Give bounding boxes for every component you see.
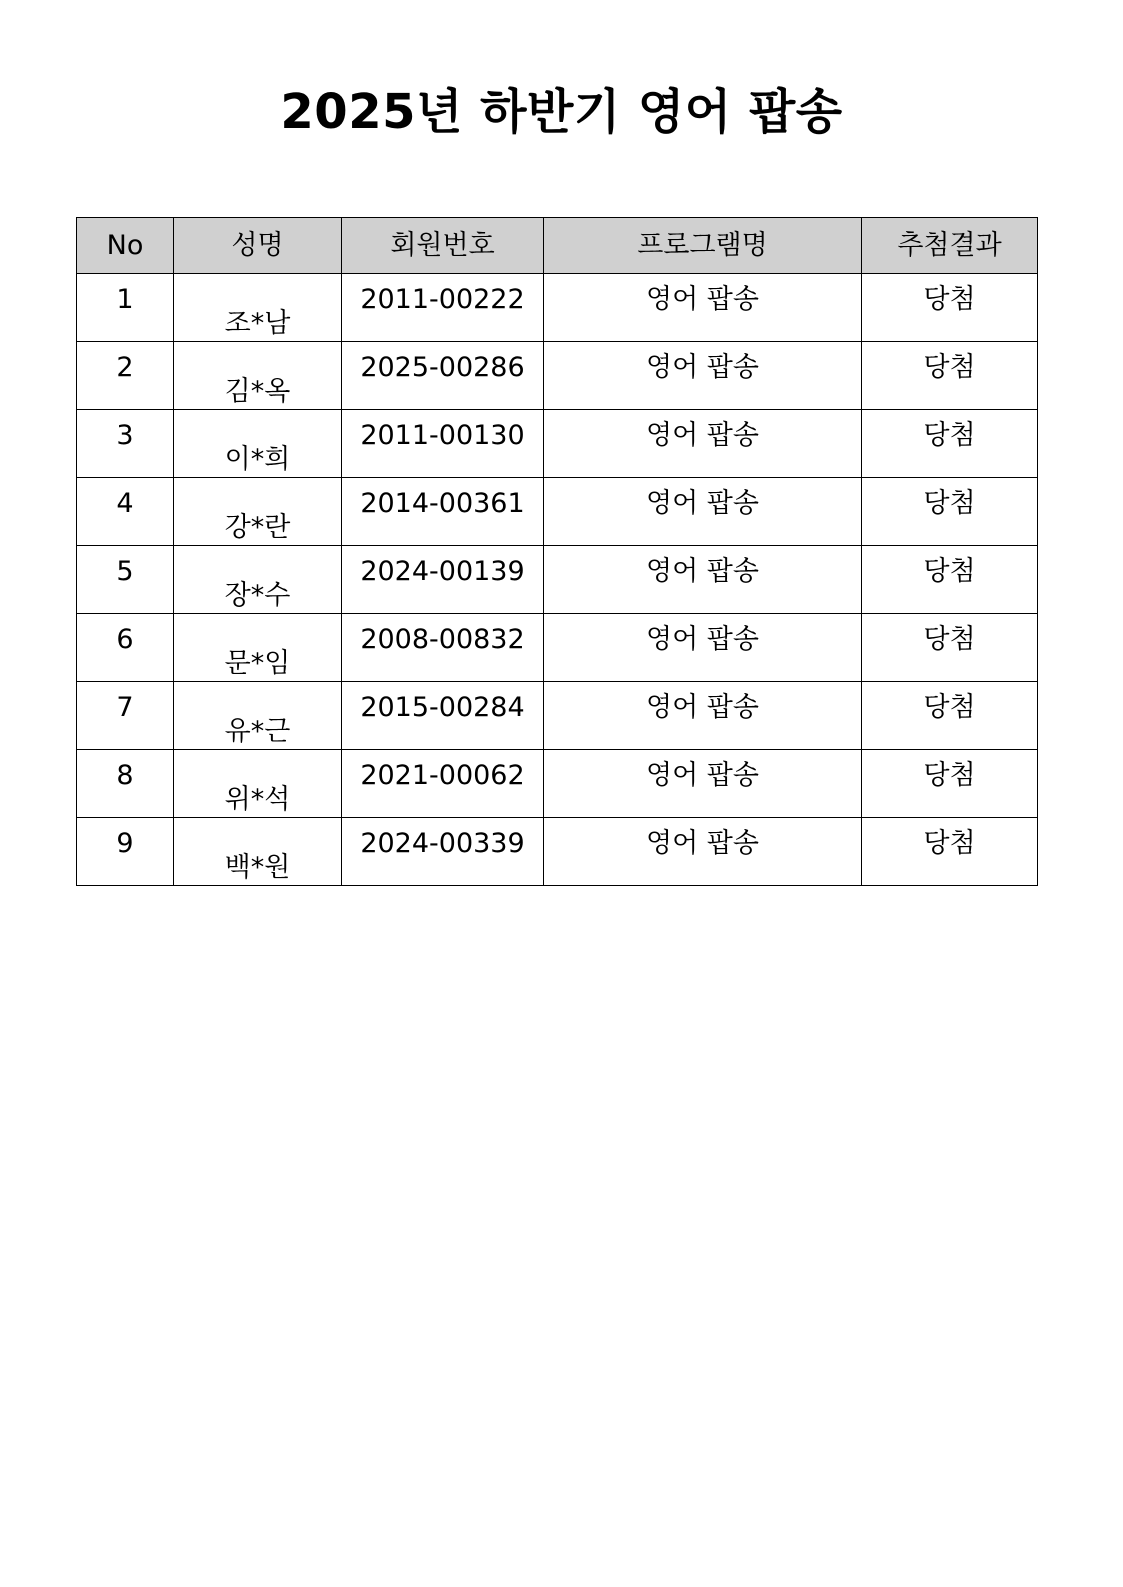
row-program: 영어 팝송 [544, 342, 862, 410]
table-row [77, 342, 1038, 410]
row-result: 당첨 [862, 818, 1038, 886]
table-row [77, 682, 1038, 750]
row-no: 6 [77, 614, 174, 682]
row-program: 영어 팝송 [544, 478, 862, 546]
header-program: 프로그램명 [544, 218, 862, 274]
table-row [77, 274, 1038, 342]
row-name: 김*옥 [174, 342, 342, 410]
row-no: 7 [77, 682, 174, 750]
table-row [77, 818, 1038, 886]
row-program: 영어 팝송 [544, 750, 862, 818]
table-row [77, 750, 1038, 818]
row-result: 당첨 [862, 342, 1038, 410]
row-name: 장*수 [174, 546, 342, 614]
header-no: No [77, 218, 174, 274]
header-member-id: 회원번호 [342, 218, 544, 274]
row-member-id: 2011-00130 [342, 410, 544, 478]
row-member-id: 2014-00361 [342, 478, 544, 546]
row-result: 당첨 [862, 682, 1038, 750]
header-result: 추첨결과 [862, 218, 1038, 274]
row-name: 이*희 [174, 410, 342, 478]
table-row [77, 410, 1038, 478]
row-no: 1 [77, 274, 174, 342]
row-program: 영어 팝송 [544, 818, 862, 886]
row-member-id: 2008-00832 [342, 614, 544, 682]
lottery-result-table [76, 217, 1038, 886]
row-no: 8 [77, 750, 174, 818]
row-program: 영어 팝송 [544, 410, 862, 478]
row-result: 당첨 [862, 274, 1038, 342]
row-name: 유*근 [174, 682, 342, 750]
row-member-id: 2015-00284 [342, 682, 544, 750]
row-name: 조*남 [174, 274, 342, 342]
row-name: 백*원 [174, 818, 342, 886]
row-name: 강*란 [174, 478, 342, 546]
header-name: 성명 [174, 218, 342, 274]
row-member-id: 2011-00222 [342, 274, 544, 342]
row-member-id: 2024-00139 [342, 546, 544, 614]
row-name: 문*임 [174, 614, 342, 682]
row-program: 영어 팝송 [544, 682, 862, 750]
row-result: 당첨 [862, 546, 1038, 614]
row-no: 5 [77, 546, 174, 614]
row-no: 4 [77, 478, 174, 546]
row-result: 당첨 [862, 478, 1038, 546]
table-header-row [77, 218, 1038, 274]
table-row [77, 614, 1038, 682]
row-no: 9 [77, 818, 174, 886]
row-result: 당첨 [862, 614, 1038, 682]
row-member-id: 2021-00062 [342, 750, 544, 818]
row-program: 영어 팝송 [544, 614, 862, 682]
row-result: 당첨 [862, 410, 1038, 478]
row-no: 2 [77, 342, 174, 410]
row-program: 영어 팝송 [544, 546, 862, 614]
row-member-id: 2025-00286 [342, 342, 544, 410]
table-row [77, 546, 1038, 614]
page-title: 2025년 하반기 영어 팝송 [280, 84, 843, 140]
row-member-id: 2024-00339 [342, 818, 544, 886]
row-no: 3 [77, 410, 174, 478]
row-result: 당첨 [862, 750, 1038, 818]
table-row [77, 478, 1038, 546]
row-program: 영어 팝송 [544, 274, 862, 342]
row-name: 위*석 [174, 750, 342, 818]
